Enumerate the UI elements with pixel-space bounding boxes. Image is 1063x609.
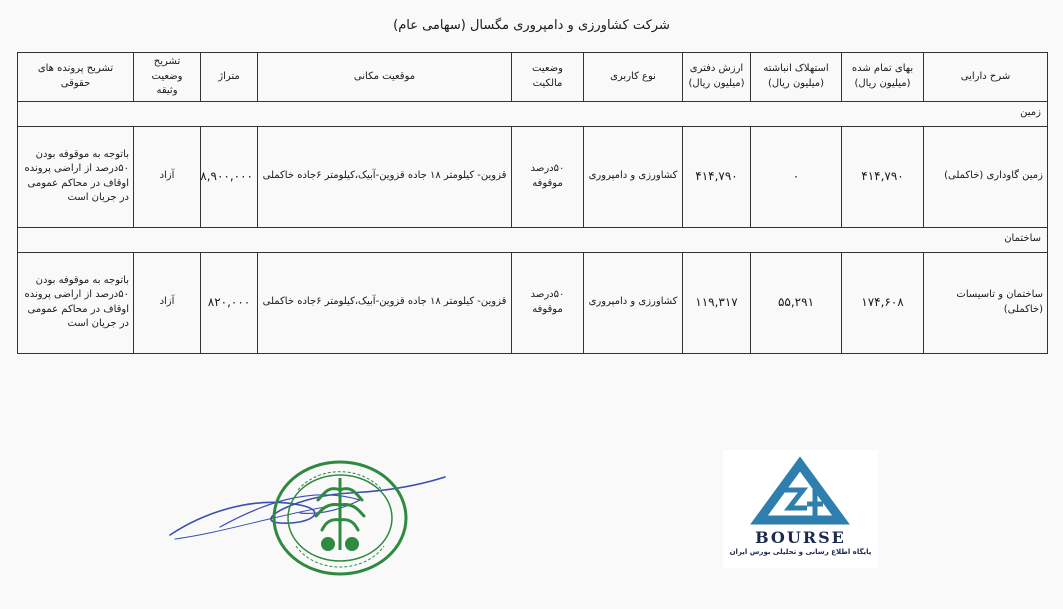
cell-asset-desc: ساختمان و تاسیسات (خاکملی) bbox=[924, 252, 1048, 353]
header-asset-desc: شرح دارایی bbox=[924, 53, 1048, 102]
cell-usage-type: کشاورزی و دامپروری bbox=[584, 126, 683, 227]
header-legal-cases: تشریح پرونده های حقوقی bbox=[18, 53, 134, 102]
cell-depreciation: ۵۵,۲۹۱ bbox=[751, 252, 842, 353]
cell-area: ۸۲۰,۰۰۰ bbox=[201, 252, 258, 353]
cell-usage-type: کشاورزی و دامپروری bbox=[584, 252, 683, 353]
bourse24-logo bbox=[723, 450, 878, 568]
cell-area: ۸,۹۰۰,۰۰۰ bbox=[201, 126, 258, 227]
cell-book-value: ۱۱۹,۳۱۷ bbox=[683, 252, 751, 353]
document-title: شرکت کشاورزی و دامپروری مگسال (سهامی عام) bbox=[393, 18, 670, 33]
cell-ownership: ۵۰درصد موقوفه bbox=[512, 252, 584, 353]
cell-location: قزوین- کیلومتر ۱۸ جاده قزوین-آبیک،کیلومتر ۶جاده خاکملی bbox=[258, 126, 512, 227]
logo-caption: پایگاه اطلاع رسانی و تحلیلی بورس ایران bbox=[729, 548, 872, 556]
header-usage-type: نوع کاربری bbox=[584, 53, 683, 102]
cell-depreciation: ۰ bbox=[751, 126, 842, 227]
header-location: موقعیت مکانی bbox=[258, 53, 512, 102]
logo-mark-icon bbox=[723, 450, 878, 530]
cell-cost: ۱۷۴,۶۰۸ bbox=[842, 252, 924, 353]
cell-ownership: ۵۰درصد موقوفه bbox=[512, 126, 584, 227]
header-depreciation: استهلاک انباشته (میلیون ریال) bbox=[751, 53, 842, 102]
section-row-building bbox=[18, 227, 1048, 252]
cell-legal-cases: باتوجه به موقوفه بودن ۵۰درصد از اراضی پرونده اوقاف در محاکم عمومی در جریان است bbox=[18, 252, 134, 353]
header-book-value: ارزش دفتری (میلیون ریال) bbox=[683, 53, 751, 102]
table-row bbox=[18, 252, 1048, 353]
section-label: زمین bbox=[18, 101, 1048, 126]
header-collateral: تشریح وضعیت وثیقه bbox=[134, 53, 201, 102]
header-area: متراژ bbox=[201, 53, 258, 102]
cell-book-value: ۴۱۴,۷۹۰ bbox=[683, 126, 751, 227]
cell-collateral: آزاد bbox=[134, 252, 201, 353]
assets-table bbox=[17, 52, 1048, 354]
cell-location: قزوین- کیلومتر ۱۸ جاده قزوین-آبیک،کیلومتر ۶جاده خاکملی bbox=[258, 252, 512, 353]
cell-collateral: آزاد bbox=[134, 126, 201, 227]
table-row bbox=[18, 126, 1048, 227]
logo-wordmark: BOURSE bbox=[755, 528, 846, 547]
table-header-row bbox=[18, 53, 1048, 102]
cell-cost: ۴۱۴,۷۹۰ bbox=[842, 126, 924, 227]
cell-legal-cases: باتوجه به موقوفه بودن ۵۰درصد از اراضی پرونده اوقاف در محاکم عمومی در جریان است bbox=[18, 126, 134, 227]
cell-asset-desc: زمین گاوداری (خاکملی) bbox=[924, 126, 1048, 227]
header-cost: بهای تمام شده (میلیون ریال) bbox=[842, 53, 924, 102]
header-ownership: وضعیت مالکیت bbox=[512, 53, 584, 102]
section-row-land bbox=[18, 101, 1048, 126]
company-seal bbox=[268, 450, 413, 580]
section-label: ساختمان bbox=[18, 227, 1048, 252]
